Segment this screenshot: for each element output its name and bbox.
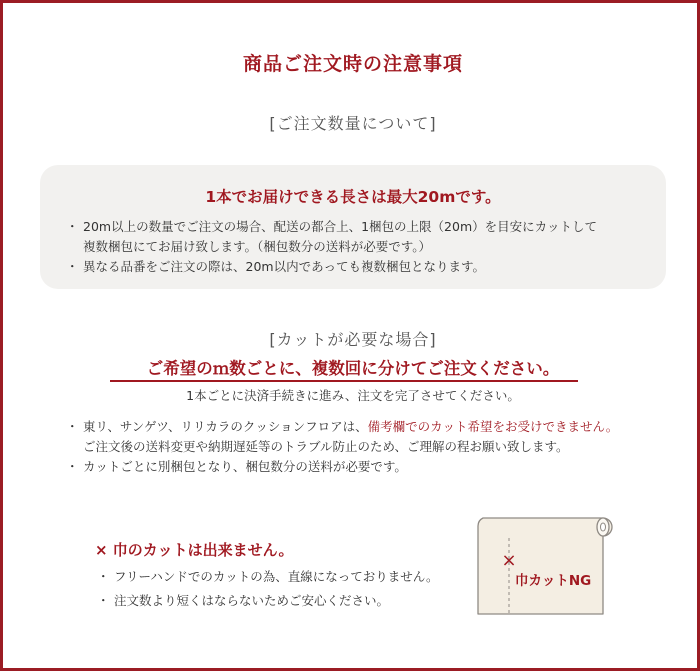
bullet-text: 注文数より短くはならないためご安心ください。: [114, 593, 390, 608]
cut-section-heading: [カットが必要な場合]: [269, 330, 437, 349]
roll-sheet: [478, 518, 612, 614]
roll-core: [601, 523, 606, 531]
quantity-card: [40, 165, 666, 289]
list-item: [66, 457, 666, 477]
bullet-text: フリーハンドでのカットの為、直線になっておりません。: [114, 569, 439, 584]
max-length-heading: 1本でお届けできる長さは最大20mです。: [205, 188, 501, 206]
highlight-underline: [110, 380, 578, 382]
list-item: [66, 417, 666, 457]
list-item: [97, 589, 467, 613]
list-item: [66, 257, 656, 277]
bullet-dot: ・: [97, 569, 110, 584]
bullet-text: 20m以上の数量でご注文の場合、配送の都合上、1梱包の上限（20m）を目安にカットして: [83, 219, 597, 234]
page-title: 商品ご注文時の注意事項: [242, 53, 463, 75]
bullet-text-continued: ご注文後の送料変更や納期遅延等のトラブル防止のため、ご理解の程お願い致します。: [83, 439, 569, 454]
list-item: [97, 565, 467, 589]
cut-highlight-text: ご希望のｍ数ごとに、複数回に分けてご注文ください。: [146, 359, 560, 378]
bullet-text: カットごとに別梱包となり、梱包数分の送料が必要です。: [83, 459, 407, 474]
bullet-highlight-text: 備考欄でのカット希望をお受けできません。: [367, 419, 619, 434]
flooring-roll-illustration: [473, 508, 613, 618]
cut-notes-list: [66, 417, 666, 477]
bullet-dot: ・: [66, 219, 79, 234]
bullet-text: 異なる品番をご注文の際は、20m以内であっても複数梱包となります。: [83, 259, 485, 274]
bullet-dot: ・: [97, 593, 110, 608]
bullet-dot: ・: [66, 259, 79, 274]
cross-mark-icon: ×: [501, 550, 517, 571]
bullet-dot: ・: [66, 459, 79, 474]
quantity-bullet-list: [66, 217, 656, 277]
bullet-dot: ・: [66, 419, 79, 434]
width-cut-ng-label: 巾カットNG: [515, 573, 592, 589]
bullet-text: 東リ、サンゲツ、リリカラのクッションフロアは、: [83, 419, 368, 434]
quantity-section-heading: [ご注文数量について]: [269, 114, 437, 133]
cut-sub-text: 1本ごとに決済手続きに進み、注文を完了させてください。: [186, 388, 520, 403]
no-width-cut-heading: × 巾のカットは出来ません。: [95, 541, 294, 559]
no-width-cut-list: [97, 565, 467, 613]
list-item: [66, 217, 656, 257]
bullet-text-continued: 複数梱包にてお届け致します。（梱包数分の送料が必要です。）: [83, 239, 432, 254]
